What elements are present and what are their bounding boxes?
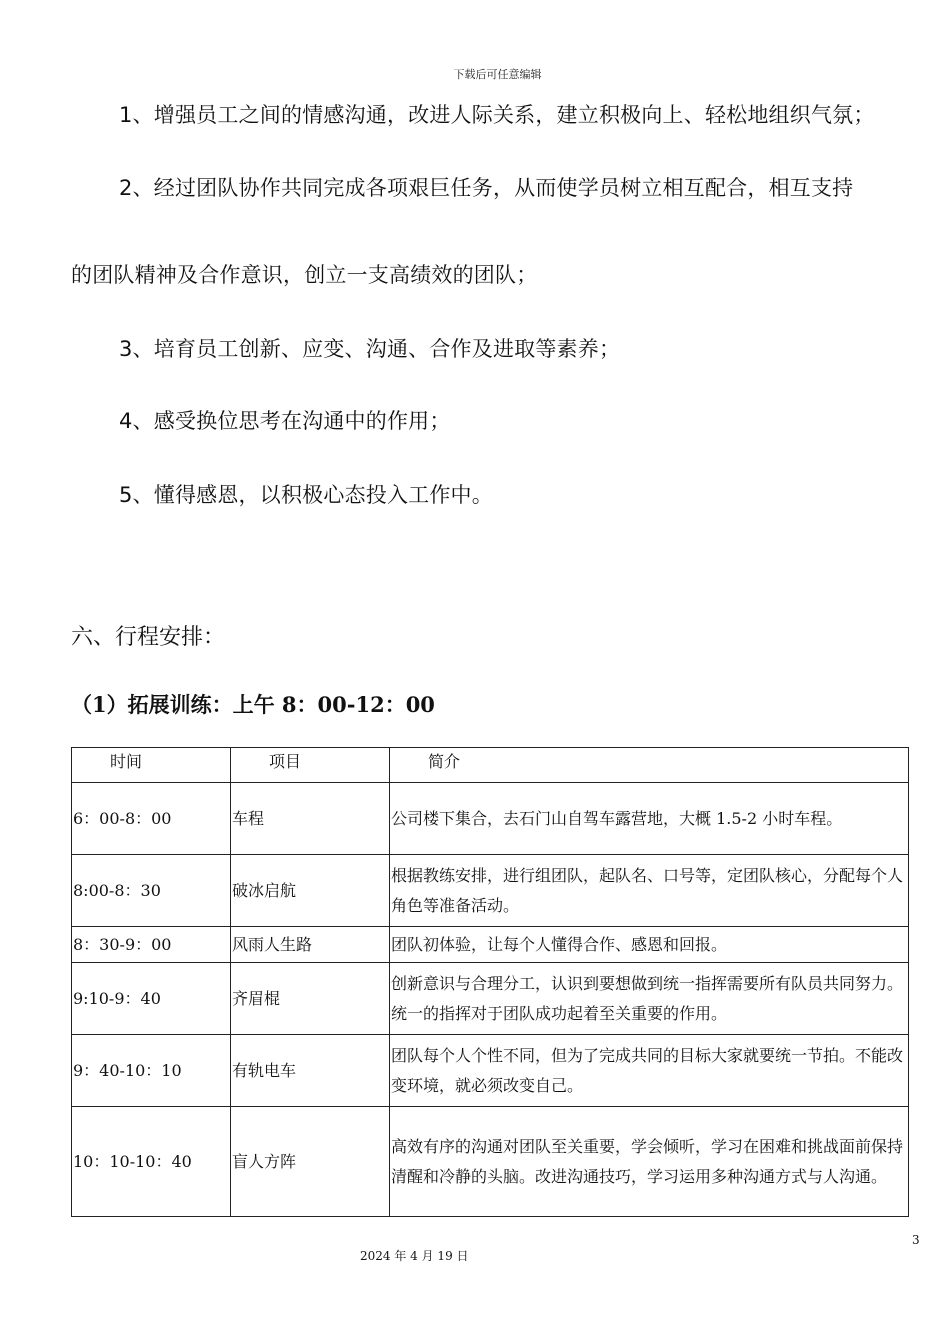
table-row (72, 1035, 909, 1107)
row-item: 车程 (231, 783, 390, 855)
header-item: 项目 (231, 748, 390, 783)
row-item: 盲人方阵 (231, 1107, 390, 1217)
header-desc: 简介 (390, 748, 909, 783)
row-time: 9:10-9：40 (72, 963, 231, 1035)
row-desc: 团队初体验，让每个人懂得合作、感恩和回报。 (390, 927, 909, 963)
table-row (72, 963, 909, 1035)
row-time: 6：00-8：00 (72, 783, 231, 855)
objective-1: 1、增强员工之间的情感沟通，改进人际关系，建立积极向上、轻松地组织气氛； (119, 103, 875, 127)
objective-2-cont: 的团队精神及合作意识，创立一支高绩效的团队； (71, 263, 538, 287)
row-desc: 团队每个人个性不同，但为了完成共同的目标大家就要统一节拍。不能改变环境，就必须改变自己。 (390, 1035, 909, 1107)
header-note: 下载后可任意编辑 (453, 68, 542, 81)
row-desc: 创新意识与合理分工，认识到要想做到统一指挥需要所有队员共同努力。 统一的指挥对于团队成功起着至关重要的作用。 (390, 963, 909, 1035)
row-item: 齐眉棍 (231, 963, 390, 1035)
objective-2: 2、经过团队协作共同完成各项艰巨任务，从而使学员树立相互配合，相互支持 (119, 176, 854, 200)
objective-4: 4、感受换位思考在沟通中的作用； (119, 409, 451, 433)
row-desc: 公司楼下集合，去石门山自驾车露营地，大概 1.5-2 小时车程。 (390, 783, 909, 855)
subsection-title: （1）拓展训练：上午 8：00-12：00 (71, 692, 435, 717)
row-desc: 根据教练安排，进行组团队，起队名、口号等，定团队核心，分配每个人角色等准备活动。 (390, 855, 909, 927)
schedule-table (71, 747, 909, 1217)
table-row (72, 1107, 909, 1217)
row-item: 风雨人生路 (231, 927, 390, 963)
row-time: 8：30-9：00 (72, 927, 231, 963)
row-time: 8:00-8：30 (72, 855, 231, 927)
row-item: 有轨电车 (231, 1035, 390, 1107)
footer-date: 2024 年 4 月 19 日 (360, 1249, 469, 1263)
row-time: 10：10-10：40 (72, 1107, 231, 1217)
page-number: 3 (912, 1233, 920, 1247)
table-header-row (72, 748, 909, 783)
objective-3: 3、培育员工创新、应变、沟通、合作及进取等素养； (119, 337, 621, 361)
row-item: 破冰启航 (231, 855, 390, 927)
objective-5: 5、懂得感恩，以积极心态投入工作中。 (119, 483, 493, 507)
section-title: 六、行程安排： (71, 625, 226, 650)
table-row (72, 855, 909, 927)
table-row (72, 927, 909, 963)
header-time: 时间 (72, 748, 231, 783)
table-row (72, 783, 909, 855)
row-time: 9：40-10：10 (72, 1035, 231, 1107)
row-desc: 高效有序的沟通对团队至关重要，学会倾听，学习在困难和挑战面前保持清醒和冷静的头脑。改进沟通技巧，学习运用多种沟通方式与人沟通。 (390, 1107, 909, 1217)
